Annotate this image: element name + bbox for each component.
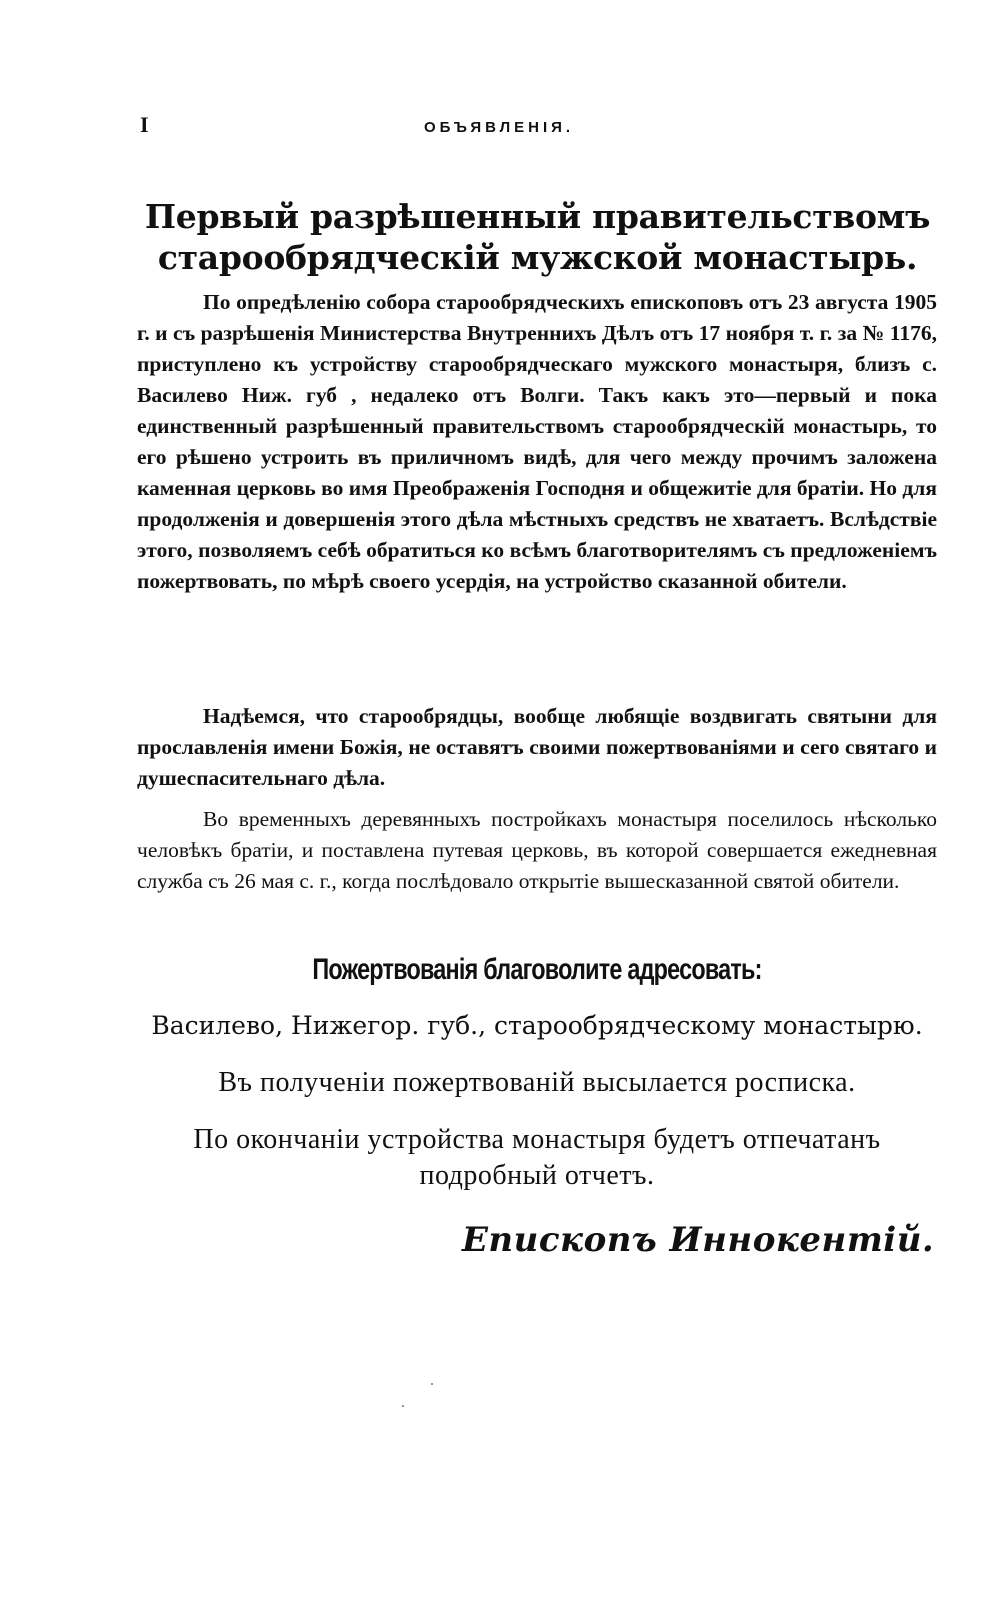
donation-heading: Пожертвованiя благоволите адресовать:	[312, 953, 762, 986]
report-note: По окончанiи устройства монастыря будетъ отпечатанъ подробный отчетъ.	[193, 1124, 881, 1191]
scan-speck	[431, 1383, 433, 1385]
donation-address: Василево, Нижегор. губ., старообрядческому монастырю.	[151, 1011, 923, 1040]
running-head: ОБЪЯВЛЕНIЯ.	[424, 119, 575, 136]
announcement-title: Первый разрѣшенный правительствомъ старообрядческiй мужской монастырь.	[144, 197, 931, 277]
scan-speck	[402, 1405, 404, 1407]
paragraph-3: Во временныхъ деревянныхъ постройкахъ монастыря поселилось нѣсколько человѣкъ братiи, и поставлена путевая церковь, въ которой совершается ежедневная служба съ 26 мая с. г., когда послѣдовало открытiе вышесказанной святой обители.	[137, 807, 937, 893]
signature: Епископъ Иннокентiй.	[462, 1220, 935, 1260]
receipt-note: Въ полученiи пожертвованiй высылается росписка.	[218, 1067, 856, 1098]
page-number: I	[140, 112, 149, 137]
paragraph-2: Надѣемся, что старообрядцы, вообще любящiе воздвигать святыни для прославленiя имени Божiя, не оставятъ своими пожертвованiями и сего святаго и душеспасительнаго дѣла.	[137, 704, 937, 790]
paragraph-1: По опредѣленiю собора старообрядческихъ епископовъ отъ 23 августа 1905 г. и съ разрѣшенiя Министерства Внутреннихъ Дѣлъ отъ 17 ноября т. г. за № 1176, приступлено къ устройству старообрядческаго мужского монастыря, близъ с. Василево Ниж. губ , недалеко отъ Волги. Такъ какъ это—первый и пока единственный разрѣшенный правительствомъ старообрядческiй монастырь, то его рѣшено устроить въ приличномъ видѣ, для чего между прочимъ заложена каменная церковь во имя Преображенiя Господня и общежитiе для братiи. Но для продолженiя и довершенiя этого дѣла мѣстныхъ средствъ не хватаетъ. Вслѣдствiе этого, позволяемъ себѣ обратиться ко всѣмъ благотворителямъ съ предложенiемъ пожертвовать, по мѣрѣ своего усердiя, на устройство сказанной обители.	[137, 290, 937, 593]
